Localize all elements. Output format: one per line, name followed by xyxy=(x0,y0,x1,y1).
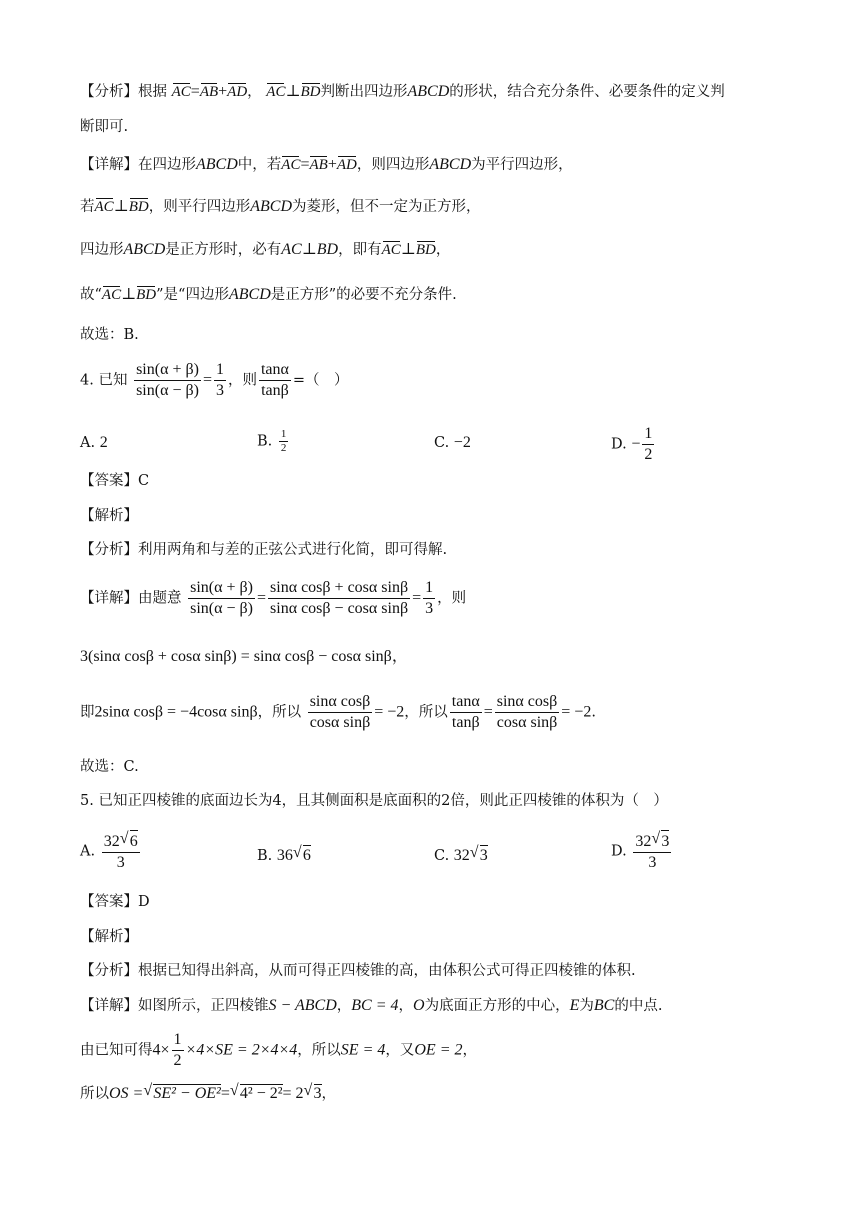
q5-jiexi: 【解析】 xyxy=(80,929,138,945)
q4-option-d: D. − $\frac{1}{2}$ xyxy=(611,425,653,463)
q5-known-line: 由已知可得4× $\frac{1}{2}$ ×4×SE = 2×4×4，所以SE = 4，又OE = 2， xyxy=(80,1031,477,1069)
q5-detail-line: 【详解】如图所示，正四棱锥S − ABCD，BC = 4，O为底面正方形的中心，E为BC的中点. xyxy=(80,997,663,1014)
q4-option-c: C. −2 xyxy=(434,434,471,451)
q4-equation-line: 3(sinα cosβ + cosα sinβ) = sinα cosβ − cosα sinβ， xyxy=(80,648,408,665)
q4-option-b: B. $\frac{1}{2}$ xyxy=(257,428,287,455)
q5-analysis: 【分析】根据已知得出斜高，从而可得正四棱锥的高，由体积公式可得正四棱锥的体积. xyxy=(80,963,636,979)
q4-option-a: A. 2 xyxy=(80,434,108,451)
q5-option-a: A. $\frac{32√ 6}{3}$ xyxy=(80,830,142,873)
q5-option-b: B. 36√ 6 xyxy=(257,845,311,865)
q4-detail-line: 【详解】由题意 $\frac{\sin(\alpha + \beta)}{\sin(\alpha - \beta)}$ = $\frac{\text{sinα cosβ + cosα sinβ}}{\text{sinα cosβ − cosα sinβ}}$ = $\frac{1}{3}$ ，则 xyxy=(80,579,467,617)
q3-analysis-line: 【分析】根据 AC=AB+AD， AC⊥BD判断出四边形ABCD的形状，结合充分条件、必要条件的定义判 xyxy=(80,83,725,100)
q4-ratio-line: 即2sinα cosβ = −4cosα sinβ，所以 $\frac{\text{sinα cosβ}}{\text{cosα sinβ}}$ = −2，所以 $\frac{\tan\alpha}{\tan\beta}$ = $\frac{\text{sinα cosβ}}{\text{cosα sinβ}}$ = −2. xyxy=(80,693,596,731)
q3-rhombus-line: 若AC⊥BD，则平行四边形ABCD为菱形，但不一定为正方形， xyxy=(80,198,481,215)
q4-question: 4. 已知 $\frac{\sin(\alpha + \beta)}{\sin(\alpha - \beta)}$ = $\frac{1}{3}$ ，则 $\frac{\tan\alpha}{\tan\beta}$ =（ ） xyxy=(80,361,349,399)
q5-option-d: D. $\frac{32√ 3}{3}$ xyxy=(611,830,673,873)
analysis-tag: 【分析】 xyxy=(80,84,138,100)
q4-cond-fraction: $\frac{\sin(\alpha + \beta)}{\sin(\alpha - \beta)}$ xyxy=(136,361,199,399)
q5-option-c: C. 32√ 3 xyxy=(434,845,488,865)
q3-square-line: 四边形ABCD是正方形时，必有AC⊥BD，即有AC⊥BD， xyxy=(80,241,451,258)
q4-answer: 【答案】C xyxy=(80,473,150,489)
q3-conclusion-line: 故“AC⊥BD”是“四边形ABCD是正方形”的必要不充分条件. xyxy=(80,286,457,303)
q5-os-line: 所以OS =√ SE² − OE²=√ 4² − 2²= 2√ 3， xyxy=(80,1084,336,1102)
q5-answer: 【答案】D xyxy=(80,894,150,910)
q4-analysis: 【分析】利用两角和与差的正弦公式进行化简，即可得解. xyxy=(80,542,448,558)
q4-choice: 故选：C. xyxy=(80,759,139,775)
q5-question: 5. 已知正四棱锥的底面边长为4，且其侧面积是底面积的2倍，则此正四棱锥的体积为（ ） xyxy=(80,793,668,809)
q3-choice: 故选：B. xyxy=(80,327,139,343)
q3-analysis-cont: 断即可. xyxy=(80,119,129,135)
q4-ask-fraction: $\frac{\tan\alpha}{\tan\beta}$ xyxy=(260,361,289,399)
q4-jiexi: 【解析】 xyxy=(80,508,138,524)
q3-detail-line: 【详解】在四边形ABCD中，若AC=AB+AD，则四边形ABCD为平行四边形， xyxy=(80,156,573,173)
